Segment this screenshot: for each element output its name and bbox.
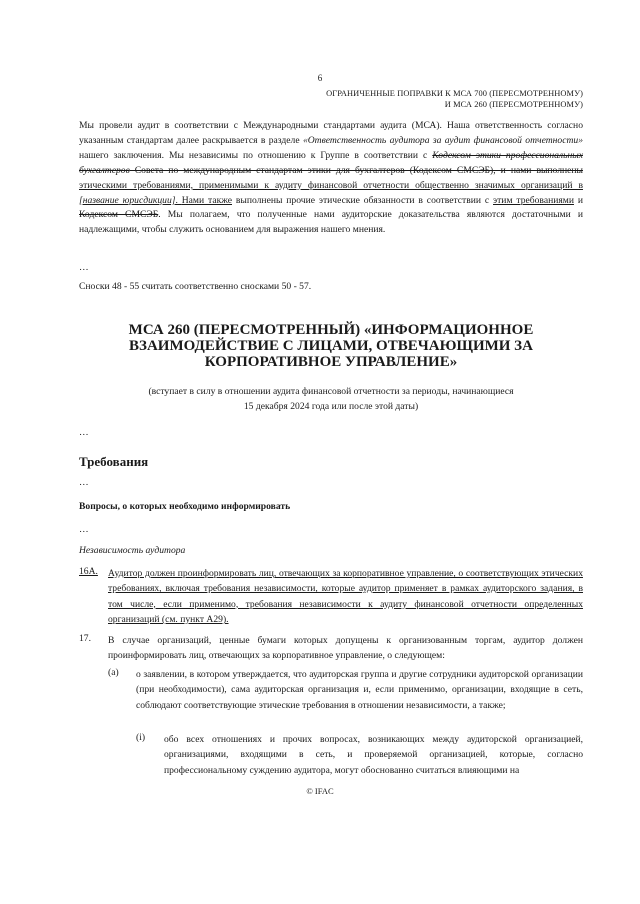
ellipsis: … xyxy=(79,427,89,438)
subparagraph-a: о заявлении, в котором утверждается, что аудиторская группа и другие сотрудники аудиторской организации (при необходимости), сама аудиторская организация и, если применимо, организации, входящие в сеть, соблюдают соответствующие этические требования в отношении независимости, а также; xyxy=(136,669,583,711)
inserted-text: . xyxy=(175,194,182,206)
effective-line2: 15 декабря 2024 года или после этой даты) xyxy=(243,400,419,412)
ellipsis: … xyxy=(79,262,89,273)
intro-paragraph xyxy=(79,119,583,238)
intro-text: нашего заключения. Мы независимы по отношению к Группе в соответствии с xyxy=(79,149,433,161)
title-line1: МСА 260 (ПЕРЕСМОТРЕННЫЙ) «ИНФОРМАЦИОННОЕ xyxy=(128,322,534,338)
subparagraph-number-i: (i) xyxy=(136,732,146,743)
matters-heading: Вопросы, о которых необходимо информировать xyxy=(79,501,291,512)
running-header-line1: ОГРАНИЧЕННЫЕ ПОПРАВКИ К МСА 700 (ПЕРЕСМОТРЕННОМУ) xyxy=(326,89,583,98)
paragraph-16a: Аудитор должен проинформировать лиц, отвечающих за корпоративное управление, о соответствующих этических требованиях, включая требования независимости, которые аудитор применяет в рамках аудиторского задания, в том числе, если применимо, требования независимости к аудиту финансовой отчетности определенных организаций (см. пункт A29). xyxy=(108,568,583,625)
ellipsis: … xyxy=(79,524,89,535)
inserted-text: этическими требованиями, применимыми к аудиту финансовой отчетности общественно значимых организаций в xyxy=(79,179,583,191)
intro-text: и xyxy=(573,194,583,206)
deleted-text: Совета по международным стандартам этики для бухгалтеров (Кодексом СМСЭБ), и нами выполнены xyxy=(129,164,583,176)
inserted-text: этим требованиями xyxy=(493,194,574,206)
title-line3: КОРПОРАТИВНОЕ УПРАВЛЕНИЕ» xyxy=(204,353,458,370)
effective-line1: (вступает в силу в отношении аудита финансовой отчетности за периоды, начинающиеся xyxy=(148,386,514,397)
footnotes-note: Сноски 48 - 55 считать соответственно сносками 50 - 57. xyxy=(79,281,312,292)
effective-date xyxy=(79,385,583,414)
deleted-text: Кодексом СМСЭБ xyxy=(79,209,159,221)
inserted-text: Нами также xyxy=(181,194,232,206)
paragraph-number-17: 17. xyxy=(79,633,91,644)
ellipsis: … xyxy=(79,477,89,488)
requirements-heading: Требования xyxy=(79,454,149,469)
intro-text: выполнены прочие этические обязанности в соответствии с xyxy=(232,194,493,206)
subparagraph-number-a: (a) xyxy=(108,667,119,678)
paragraph-17: В случае организаций, ценные бумаги которых допущены к организованным торгам, аудитор должен проинформировать лиц, отвечающих за корпоративное управление, о следующем: xyxy=(108,635,583,662)
independence-heading: Независимость аудитора xyxy=(79,545,186,556)
running-header xyxy=(326,89,583,110)
intro-text: Мы провели аудит в соответствии с Международными стандартами аудита (МСА). Наша ответственность согласно указанным стандартам далее раскрывается в разделе xyxy=(79,120,583,146)
intro-text: . Мы полагаем, что полученные нами аудиторские доказательства являются достаточными и надлежащими, чтобы служить основанием для выражения нашего мнения. xyxy=(79,209,583,236)
paragraph-number-16a: 16A. xyxy=(79,566,98,577)
subparagraph-i: обо всех отношениях и прочих вопросах, возникающих между аудиторской организацией, организациями, входящими в сеть, и проверяемой организацией, которые, согласно профессиональному суждению аудитора, могут обоснованно считаться влияющими на xyxy=(164,734,583,776)
deleted-text: Кодексом этики профессиональных бухгалтеров xyxy=(79,149,583,176)
running-header-line2: И МСА 260 (ПЕРЕСМОТРЕННОМУ) xyxy=(444,99,583,109)
jurisdiction-placeholder: [название юрисдикции] xyxy=(79,194,176,206)
standard-title xyxy=(79,323,583,370)
section-reference: «Ответственность аудитора за аудит финансовой отчетности» xyxy=(302,134,583,146)
page-number: 6 xyxy=(317,73,323,83)
copyright-footer: © IFAC xyxy=(306,786,334,796)
title-line2: ВЗАИМОДЕЙСТВИЕ С ЛИЦАМИ, ОТВЕЧАЮЩИМИ ЗА xyxy=(129,337,533,354)
